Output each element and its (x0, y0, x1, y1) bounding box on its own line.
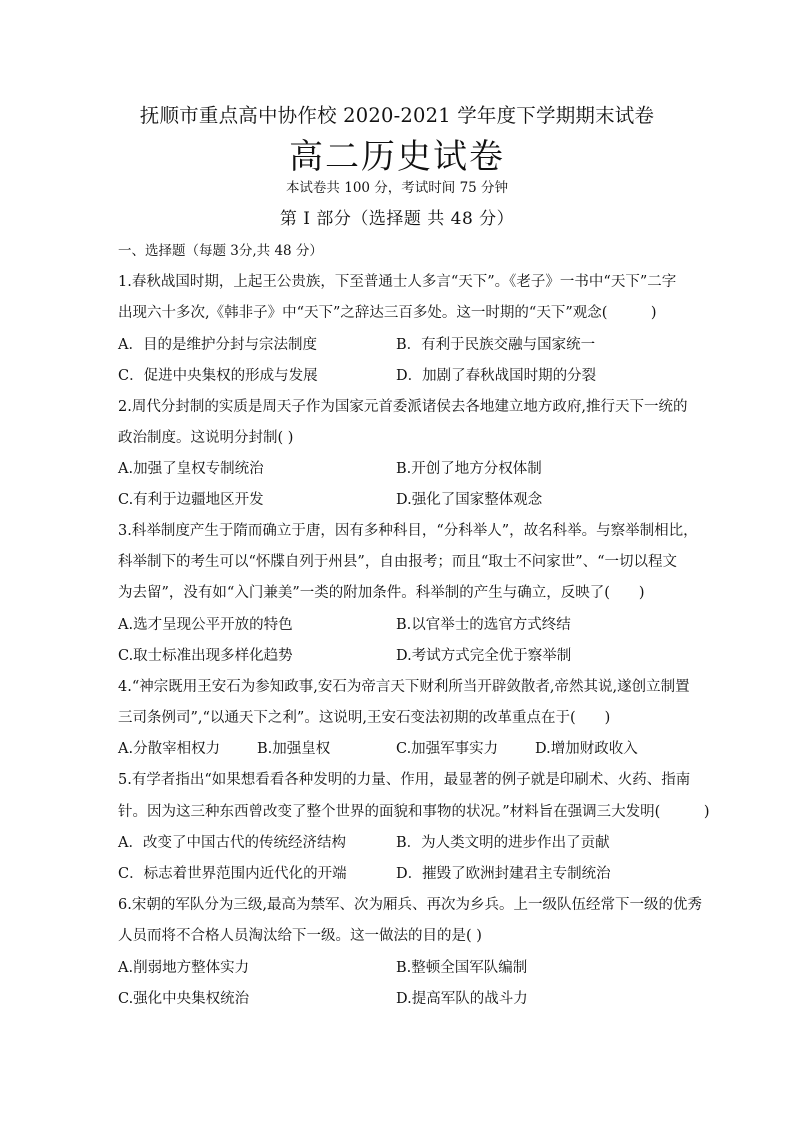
question-stem-line: 4.“神宗既用王安石为参知政事,安石为帝言天下财利所当开辟敛散者,帝然其说,遂创立制置 (118, 679, 690, 695)
option-c: C.加强军事实力 (396, 741, 499, 757)
question-stem-line: 三司条例司”,“以通天下之利”。这说明,王安石变法初期的改革重点在于( ) (118, 710, 611, 726)
option-d: D．加剧了春秋战国时期的分裂 (396, 368, 597, 384)
option-d: D．摧毁了欧洲封建君主专制统治 (396, 866, 611, 882)
option-c: C．标志着世界范围内近代化的开端 (118, 866, 347, 882)
option-c: C.强化中央集权统治 (118, 991, 250, 1007)
question-stem-line: 针。因为这三种东西曾改变了整个世界的面貌和事物的状况。”材料旨在强调三大发明( ) (118, 804, 710, 820)
question-stem-line: 1.春秋战国时期，上起王公贵族，下至普通士人多言“天下”。《老子》一书中“天下”二字 (118, 274, 677, 290)
question-stem-line: 3.科举制度产生于隋而确立于唐，因有多种科目，“分科举人”，故名科举。与察举制相比， (118, 523, 698, 539)
option-b: B.整顿全国军队编制 (396, 960, 528, 976)
question-stem-line: 政治制度。这说明分封制( ) (118, 430, 294, 446)
option-d: D.考试方式完全优于察举制 (396, 648, 572, 664)
option-c: C.取士标准出现多样化趋势 (118, 648, 293, 664)
option-b: B.加强皇权 (257, 741, 331, 757)
option-a: A．改变了中国古代的传统经济结构 (118, 835, 346, 851)
option-d: D.增加财政收入 (535, 741, 638, 757)
option-a: A.加强了皇权专制统治 (118, 461, 264, 477)
question-stem-line: 5.有学者指出“如果想看看各种发明的力量、作用，最显著的例子就是印刷术、火药、指南 (118, 772, 691, 788)
section-heading: 一、选择题（每题 3分,共 48 分） (118, 243, 323, 259)
page-title: 高二历史试卷 (289, 137, 505, 177)
option-a: A.选才呈现公平开放的特色 (118, 617, 293, 633)
option-d: D.强化了国家整体观念 (396, 492, 543, 508)
option-a: A.削弱地方整体实力 (118, 960, 250, 976)
question-stem-line: 出现六十多次,《韩非子》中“天下”之辞达三百多处。这一时期的“天下”观念( ) (118, 305, 657, 321)
option-d: D.提高军队的战斗力 (396, 991, 528, 1007)
part-title: 第 I 部分（选择题 共 48 分） (279, 209, 515, 229)
question-stem-line: 2.周代分封制的实质是周天子作为国家元首委派诸侯去各地建立地方政府,推行天下一统的 (118, 399, 688, 415)
option-a: A．目的是维护分封与宗法制度 (118, 337, 317, 353)
exam-info: 本试卷共 100 分，考试时间 75 分钟 (285, 180, 509, 196)
question-stem-line: 6.宋朝的军队分为三级,最高为禁军、次为厢兵、再次为乡兵。上一级队伍经常下一级的优秀 (118, 897, 702, 913)
option-b: B.以官举士的选官方式终结 (396, 617, 571, 633)
option-a: A.分散宰相权力 (118, 741, 221, 757)
option-b: B．有利于民族交融与国家统一 (396, 337, 596, 353)
option-b: B.开创了地方分权体制 (396, 461, 542, 477)
option-c: C．促进中央集权的形成与发展 (118, 368, 318, 384)
school-title: 抚顺市重点高中协作校 2020-2021 学年度下学期期末试卷 (139, 104, 655, 127)
question-stem-line: 人员而将不合格人员淘汰给下一级。这一做法的目的是( ) (118, 928, 482, 944)
option-b: B．为人类文明的进步作出了贡献 (396, 835, 610, 851)
question-stem-line: 为去留”，没有如“入门兼美”一类的附加条件。科举制的产生与确立，反映了( ) (118, 585, 645, 601)
question-stem-line: 科举制下的考生可以“怀牒自列于州县”，自由报考；而且“取士不问家世”、“一切以程文 (118, 554, 678, 570)
option-c: C.有利于边疆地区开发 (118, 492, 264, 508)
